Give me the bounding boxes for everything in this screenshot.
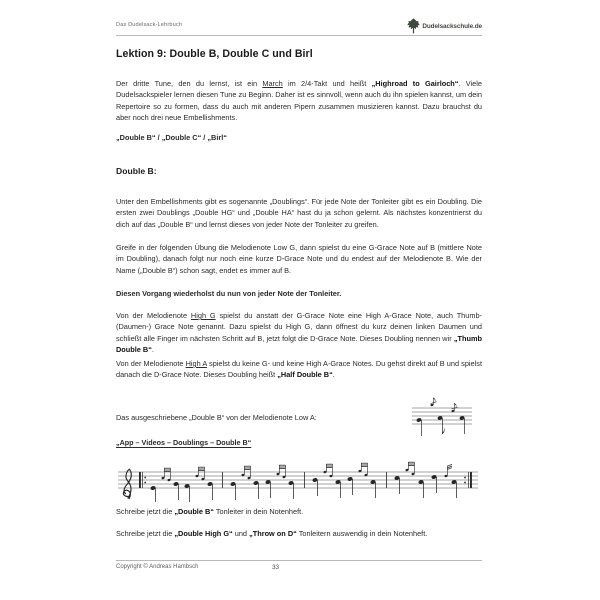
- header-divider: [116, 35, 482, 36]
- copyright-notice: Copyright © Andreas Hambsch: [116, 564, 199, 570]
- site-logo-text: Dudelsackschule.de: [422, 22, 482, 30]
- footer-divider: [116, 560, 482, 561]
- barline: [222, 472, 223, 488]
- embellishment-list: „Double B“ / „Double C“ / „Birl“: [116, 133, 227, 142]
- task-1: Schreibe jetzt die „Double B“ Tonleiter in dein Notenheft.: [116, 507, 304, 516]
- double-b-paragraph-1: Unter den Embellishments gibt es sogenannte „Doublings“. Für jede Note der Tonleiter gibt es ein Doubling. Die ersten zwei Doublings „Double HG“ und „Double HA“ hast du ja schon gelernt. Als nächstes konzentrierst du dich auf das „Double B“ und lernst dieses von jeder Note der Tonleiter zu greifen.: [116, 197, 482, 229]
- lesson-title: Lektion 9: Double B, Double C und Birl: [116, 48, 313, 60]
- note-group: [312, 464, 341, 498]
- note-group: [230, 466, 259, 500]
- running-header: [116, 20, 482, 44]
- note-group: [347, 463, 376, 498]
- note-group: [150, 468, 179, 502]
- double-b-paragraph-2: Greife in der folgenden Übung die Melodienote Low G, dann spielst du eine G-Grace Note auf B (mittlere Note im Doubling), danach folgt nur noch eine kurze D-Grace Note und du endest auf der Melodienote B. Wie der Name („Double B“) schon sagt, endet es immer auf B.: [116, 243, 482, 275]
- barline: [304, 472, 305, 488]
- note-b-middle: [437, 415, 445, 434]
- double-b-paragraph-4: Von der Melodienote High A spielst du keine G- und keine High A-Grace Notes. Du gehst direkt auf B und spielst danach die D-Grace Note. Dieses Doubling heißt „Half Double B“.: [116, 359, 482, 380]
- app-video-link[interactable]: „App – Videos – Doublings – Double B“: [116, 438, 252, 447]
- example-caption: Das ausgeschriebene „Double B“ von der Melodienote Low A:: [116, 413, 317, 422]
- running-header-title: Das Dudelsack-Lehrbuch: [116, 22, 183, 28]
- page-content: [116, 0, 482, 600]
- bagpipe-tree-logo-icon: [407, 18, 420, 34]
- site-logo: [407, 17, 482, 35]
- section-heading-double-b: Double B:: [116, 166, 157, 176]
- task-2: Schreibe jetzt die „Double High G“ und „Throw on D“ Tonleitern auswendig in dein Notenheft.: [116, 529, 428, 538]
- note-group: [265, 465, 294, 499]
- note-low-a: [416, 417, 422, 436]
- barline: [386, 472, 387, 488]
- double-b-paragraph-3: Von der Melodienote High G spielst du anstatt der G-Grace Note eine High A-Grace Note, auch Thumb- (Daumen-) Grace Note genannt. Dazu spielst du High G, dann öffnest du kurz deinen linken Daumen und schließt alle Finger im nächsten Schritt auf B, jetzt folgt die D-Grace Note. Dieses Doubling nennen wir „Thumb Double B“.: [116, 311, 482, 355]
- intro-paragraph: Der dritte Tune, den du lernst, ist ein March im 2/4-Takt und heißt „Highroad to Gairloch“. Viele Dudelsackspieler lernen diesen Tune zu Beginn. Daher ist es sinnvoll, wenn auch du ihn spielen kannst, um dein Repertoire so zu formen, dass du auch mit anderen Pipern zusammen musizieren kannst. Dazu brauchst du aber noch drei neue Embellishments.: [116, 79, 482, 123]
- note-b-final: [459, 415, 465, 434]
- double-b-scale-exercise: [116, 458, 482, 504]
- measure-3: [312, 463, 387, 498]
- measure-2: [230, 465, 305, 500]
- page-number: 33: [272, 564, 280, 571]
- double-b-callout: Diesen Vorgang wiederholst du nun von jeder Note der Tonleiter.: [116, 289, 342, 298]
- note-group: [431, 464, 457, 498]
- double-b-from-low-a-example: [412, 396, 482, 440]
- grace-note-g: [430, 398, 436, 407]
- page-footer: [116, 560, 482, 582]
